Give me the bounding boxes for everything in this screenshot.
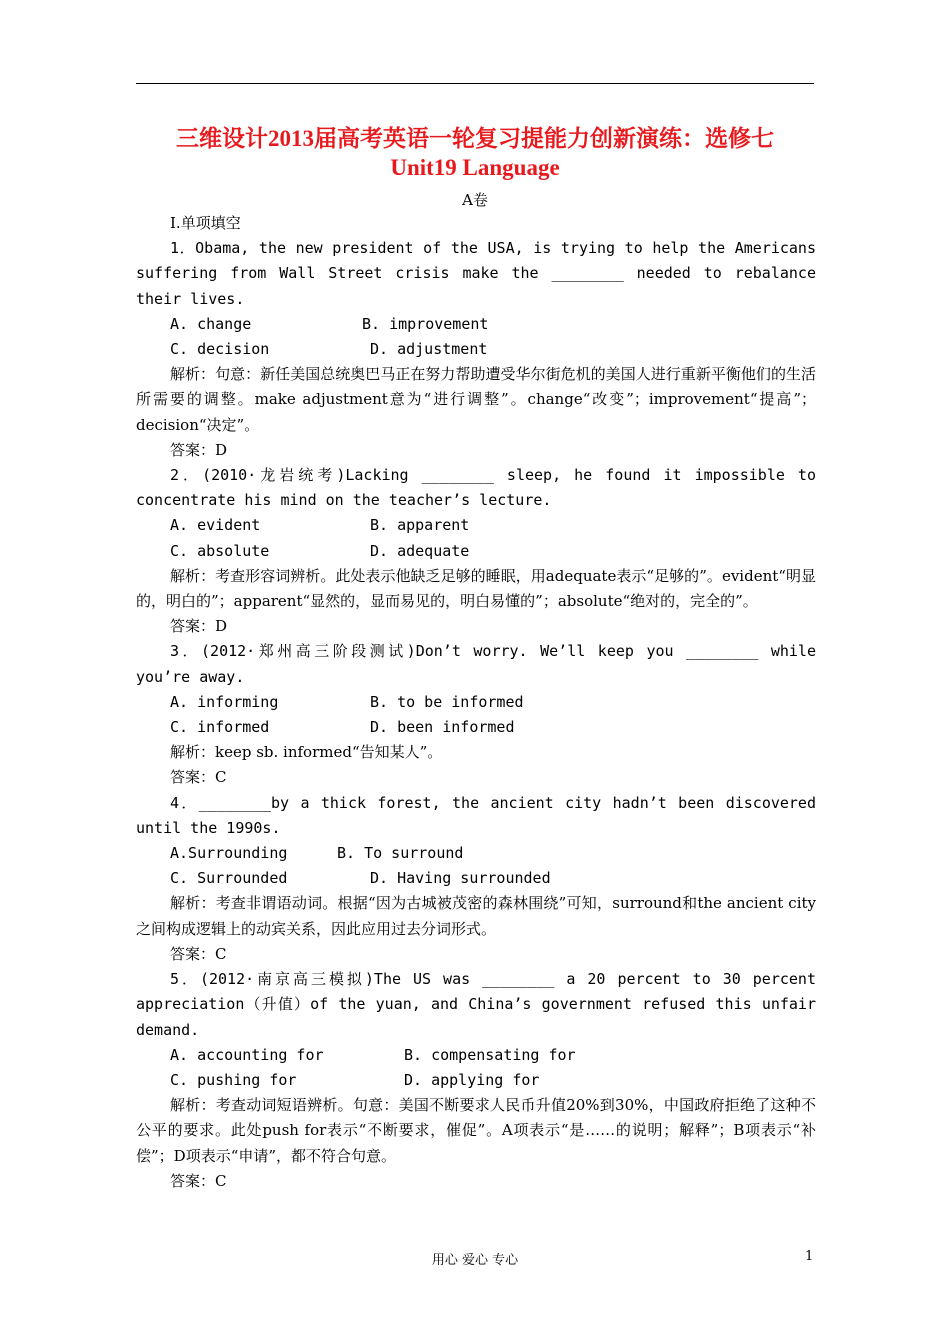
option-b: B. compensating for [404, 1045, 576, 1064]
option-b: B. improvement [362, 314, 489, 333]
options-row [136, 715, 816, 740]
options-row [136, 1043, 816, 1068]
options-row [136, 1068, 816, 1093]
option-d: D. adequate [370, 541, 470, 560]
option-a: A.Surrounding [170, 844, 288, 863]
answer: 答案：C [170, 768, 227, 787]
option-b: B. to be informed [370, 692, 524, 711]
option-c: C. informed [170, 718, 270, 737]
options-row [136, 312, 816, 337]
analysis: 解析：考查动词短语辨析。句意：美国不断要求人民币升值20%到30%，中国政府拒绝了这种不公平的要求。此处push for表示“不断要求，催促”。A项表示“是……的说明；解释”；B项表示“补偿”；D项表示“申请”，都不符合句意。 [136, 1096, 816, 1165]
question-stem: 4．________by a thick forest, the ancient city hadn’t been discovered until the 1990s. [136, 793, 816, 837]
answer: 答案：C [170, 1171, 227, 1190]
document-title: 三维设计2013届高考英语一轮复习提能力创新演练：选修七 [176, 126, 774, 151]
question-stem: 5．(2012·南京高三模拟)The US was ________ a 20 percent to 30 percent appreciation（升值）of the yuan, and China’s government refused this unfair demand. [136, 970, 816, 1039]
options-row [136, 539, 816, 564]
question-stem: 1．Obama, the new president of the USA, is trying to help the Americans suffering from Wall Street crisis make the ________ needed to rebalance their lives. [136, 239, 816, 308]
page-number: 1 [805, 1249, 814, 1264]
analysis: 解析：keep sb. informed“告知某人”。 [170, 743, 443, 762]
question-stem: 2．(2010·龙岩统考)Lacking ________ sleep, he found it impossible to concentrate his mind on the teacher’s lecture. [136, 466, 816, 510]
option-b: B. apparent [370, 516, 470, 535]
options-row [136, 866, 816, 891]
page-footer: 用心 爱心 专心 [431, 1253, 519, 1268]
option-a: A. accounting for [170, 1045, 324, 1064]
option-c: C. decision [170, 340, 270, 359]
options-row [136, 513, 816, 538]
analysis: 解析：考查非谓语动词。根据“因为古城被茂密的森林围绕”可知，surround和the ancient city之间构成逻辑上的动宾关系，因此应用过去分词形式。 [136, 894, 816, 938]
answer: 答案：C [170, 944, 227, 963]
options-row [136, 690, 816, 715]
header-rule [136, 83, 814, 84]
option-d: D. Having surrounded [370, 869, 551, 888]
option-b: B. To surround [337, 844, 464, 863]
answer: 答案：D [170, 617, 228, 636]
options-row [136, 841, 816, 866]
option-d: D. been informed [370, 718, 515, 737]
option-c: C. absolute [170, 541, 270, 560]
document-subtitle: Unit19 Language [390, 155, 560, 180]
option-d: D. adjustment [370, 340, 488, 359]
question-stem: 3．(2012·郑州高三阶段测试)Don’t worry. We’ll keep you ________ while you’re away. [136, 642, 816, 686]
paper-label: A卷 [462, 191, 488, 209]
section-heading: Ⅰ.单项填空 [170, 214, 241, 232]
analysis: 解析：考查形容词辨析。此处表示他缺乏足够的睡眠，用adequate表示“足够的”。evident“明显的，明白的”；apparent“显然的，显而易见的，明白易懂的”；absolute“绝对的，完全的”。 [136, 566, 816, 611]
option-a: A. change [170, 314, 252, 333]
document-body [136, 211, 816, 1194]
option-c: C. Surrounded [170, 869, 288, 888]
answer: 答案：D [170, 440, 228, 459]
option-a: A. informing [170, 692, 279, 711]
analysis: 解析：句意：新任美国总统奥巴马正在努力帮助遭受华尔街危机的美国人进行重新平衡他们的生活所需要的调整。make adjustment意为“进行调整”。change“改变”；improvement“提高”；decision“决定”。 [136, 365, 816, 434]
option-d: D. applying for [404, 1070, 540, 1089]
option-c: C. pushing for [170, 1070, 297, 1089]
option-a: A. evident [170, 516, 261, 535]
options-row [136, 337, 816, 362]
